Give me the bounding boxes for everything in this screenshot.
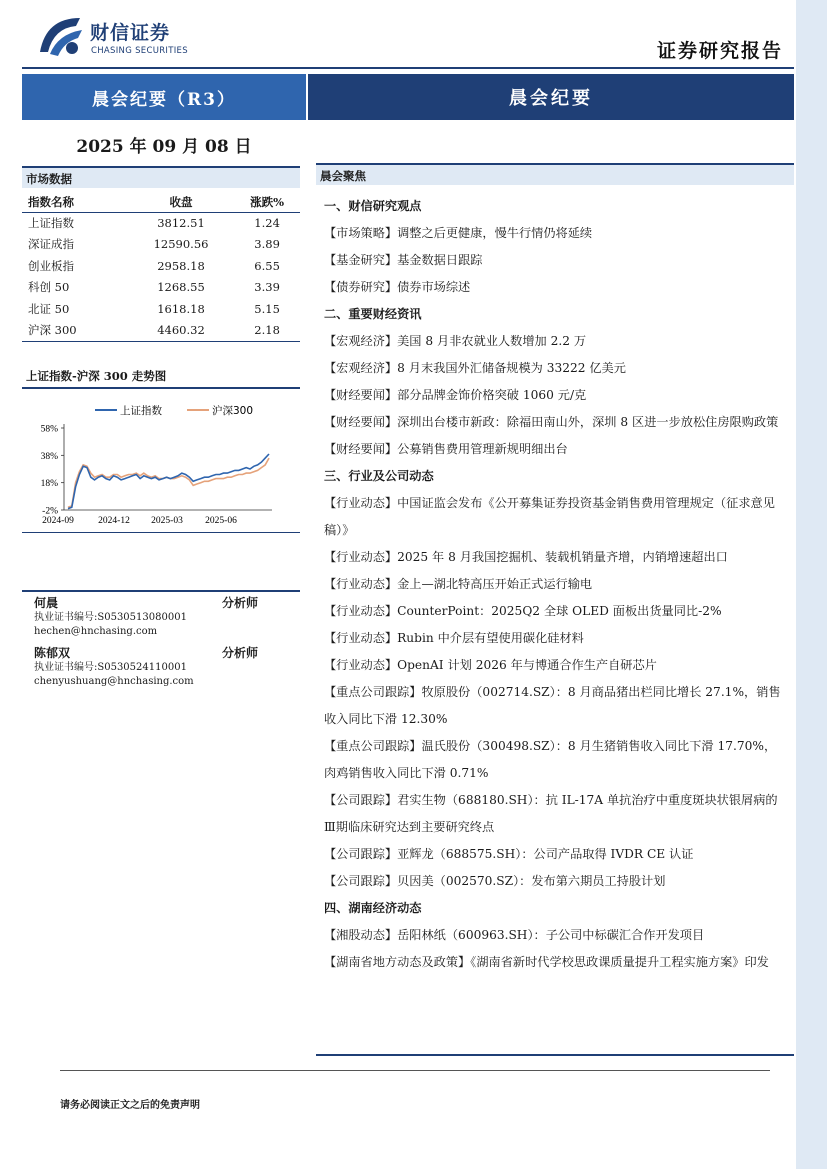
focus-item[interactable]: 【重点公司跟踪】牧原股份（002714.SZ）：8 月商品猪出栏同比增长 27.1%，销售收入同比下滑 12.30% — [324, 685, 781, 726]
brand-name-en: CHASING SECURITIES — [91, 46, 188, 56]
index-change: 6.55 — [254, 258, 280, 273]
morning-focus-content — [324, 193, 786, 976]
index-change: 3.39 — [254, 280, 280, 295]
analyst-role: 分析师 — [221, 646, 258, 660]
focus-item[interactable]: 【公司跟踪】亚辉龙（688575.SH）：公司产品取得 IVDR CE 认证 — [324, 847, 694, 861]
table-row — [22, 320, 300, 342]
focus-item[interactable]: 【行业动态】金上—湖北特高压开始正式运行输电 — [324, 577, 593, 591]
analyst-cert: 执业证书编号:S0530524110001 — [34, 662, 187, 673]
table-row — [22, 298, 300, 320]
index-name: 科创 50 — [28, 280, 70, 295]
index-name: 上证指数 — [28, 216, 74, 230]
brand-name-cn: 财信证券 — [90, 22, 171, 44]
focus-item[interactable]: 【债券研究】债券市场综述 — [324, 280, 471, 294]
table-row — [22, 212, 300, 234]
y-tick-label: 18% — [40, 479, 58, 490]
side-strip — [796, 0, 827, 1169]
x-tick-label: 2025-03 — [151, 516, 183, 526]
market-data-table — [22, 192, 300, 342]
table-row — [22, 234, 300, 256]
analyst-divider — [22, 590, 300, 592]
legend-label: 上证指数 — [120, 405, 162, 417]
focus-item[interactable]: 【公司跟踪】君实生物（688180.SH）：抗 IL-17A 单抗治疗中重度斑块状银屑病的Ⅲ期临床研究达到主要研究终点 — [324, 793, 778, 834]
focus-divider — [316, 1054, 794, 1056]
analyst-name: 陈郁双 — [34, 646, 71, 660]
index-change: 1.24 — [254, 216, 280, 230]
header-divider — [22, 67, 794, 69]
focus-item[interactable]: 【行业动态】中国证监会发布《公开募集证券投资基金销售费用管理规定（征求意见稿）》 — [324, 496, 775, 537]
focus-item[interactable]: 【基金研究】基金数据日跟踪 — [324, 253, 483, 267]
column-header: 涨跌% — [234, 192, 300, 212]
focus-item[interactable]: 【行业动态】2025 年 8 月我国挖掘机、装载机销量齐增，内销增速超出口 — [324, 550, 728, 564]
index-name: 创业板指 — [28, 258, 74, 273]
analyst-cert: 执业证书编号:S0530513080001 — [34, 612, 187, 623]
analyst-role: 分析师 — [221, 596, 258, 610]
series-line-0 — [68, 454, 269, 509]
morning-focus-title: 晨会聚焦 — [316, 163, 794, 185]
disclaimer: 请务必阅读正文之后的免责声明 — [60, 1100, 200, 1111]
focus-section-heading: 二、重要财经资讯 — [324, 307, 422, 321]
x-tick-label: 2025-06 — [205, 516, 237, 526]
focus-section-heading: 三、行业及公司动态 — [324, 469, 434, 483]
index-name: 深证成指 — [28, 237, 74, 252]
index-change: 5.15 — [254, 301, 280, 316]
focus-item[interactable]: 【财经要闻】部分品牌金饰价格突破 1060 元/克 — [324, 388, 587, 402]
focus-section-heading: 四、湖南经济动态 — [324, 901, 422, 915]
table-row — [22, 277, 300, 299]
analyst-name: 何晨 — [34, 596, 59, 610]
banner-left: 晨会纪要（R3） — [22, 74, 306, 120]
index-close: 3812.51 — [157, 216, 205, 230]
brand-logo — [36, 12, 206, 60]
focus-item[interactable]: 【湘股动态】岳阳林纸（600963.SH）：子公司中标碳汇合作开发项目 — [324, 928, 705, 942]
y-tick-label: -2% — [42, 506, 58, 517]
column-header: 收盘 — [128, 192, 234, 212]
index-close: 1618.18 — [157, 301, 205, 316]
brand-logo-icon — [36, 12, 84, 60]
analyst-card — [34, 594, 300, 639]
index-trend-chart — [22, 393, 300, 533]
series-line-1 — [68, 458, 269, 507]
analyst-email[interactable]: chenyushuang@hnchasing.com — [34, 676, 194, 687]
focus-item[interactable]: 【行业动态】Rubin 中介层有望使用碳化硅材料 — [324, 631, 584, 645]
focus-item[interactable]: 【公司跟踪】贝因美（002570.SZ）：发布第六期员工持股计划 — [324, 874, 666, 888]
index-change: 3.89 — [254, 237, 280, 252]
index-close: 12590.56 — [153, 237, 209, 252]
banner-right: 晨会纪要 — [308, 74, 794, 120]
market-data-title: 市场数据 — [22, 166, 300, 188]
index-name: 沪深 300 — [22, 320, 128, 342]
footer-divider — [60, 1070, 770, 1071]
focus-item[interactable]: 【市场策略】调整之后更健康，慢牛行情仍将延续 — [324, 226, 593, 240]
focus-item[interactable]: 【湖南省地方动态及政策】《湖南省新时代学校思政课质量提升工程实施方案》印发 — [324, 955, 769, 969]
table-row — [22, 255, 300, 277]
y-tick-label: 58% — [40, 424, 58, 435]
focus-item[interactable]: 【重点公司跟踪】温氏股份（300498.SZ）：8 月生猪销售收入同比下滑 17.70%，肉鸡销售收入同比下滑 0.71% — [324, 739, 777, 780]
chart-svg — [22, 393, 300, 533]
index-name: 北证 50 — [28, 301, 70, 316]
analyst-card — [34, 644, 300, 689]
y-tick-label: 38% — [40, 451, 58, 462]
column-header: 指数名称 — [22, 192, 128, 212]
focus-item[interactable]: 【财经要闻】深圳出台楼市新政：除福田南山外，深圳 8 区进一步放松住房限购政策 — [324, 415, 779, 429]
x-tick-label: 2024-09 — [42, 516, 74, 526]
index-close: 2958.18 — [157, 258, 205, 273]
table-header-row — [22, 192, 300, 212]
focus-item[interactable]: 【行业动态】OpenAI 计划 2026 年与博通合作生产自研芯片 — [324, 658, 657, 672]
legend-label: 沪深300 — [212, 405, 254, 417]
index-change: 2.18 — [234, 320, 300, 342]
analyst-email[interactable]: hechen@hnchasing.com — [34, 626, 158, 637]
focus-section-heading: 一、财信研究观点 — [324, 199, 422, 213]
report-date: 2025 年 09 月 08 日 — [76, 137, 252, 157]
focus-item[interactable]: 【宏观经济】8 月末我国外汇储备规模为 33222 亿美元 — [324, 361, 626, 375]
chart-title: 上证指数-沪深 300 走势图 — [22, 368, 300, 389]
report-type: 证券研究报告 — [656, 40, 783, 62]
index-close: 1268.55 — [157, 280, 205, 295]
focus-item[interactable]: 【财经要闻】公募销售费用管理新规明细出台 — [324, 442, 568, 456]
x-tick-label: 2024-12 — [98, 516, 130, 526]
focus-item[interactable]: 【宏观经济】美国 8 月非农就业人数增加 2.2 万 — [324, 334, 587, 348]
focus-item[interactable]: 【行业动态】CounterPoint：2025Q2 全球 OLED 面板出货量同比-2% — [324, 604, 722, 618]
index-close: 4460.32 — [128, 320, 234, 342]
